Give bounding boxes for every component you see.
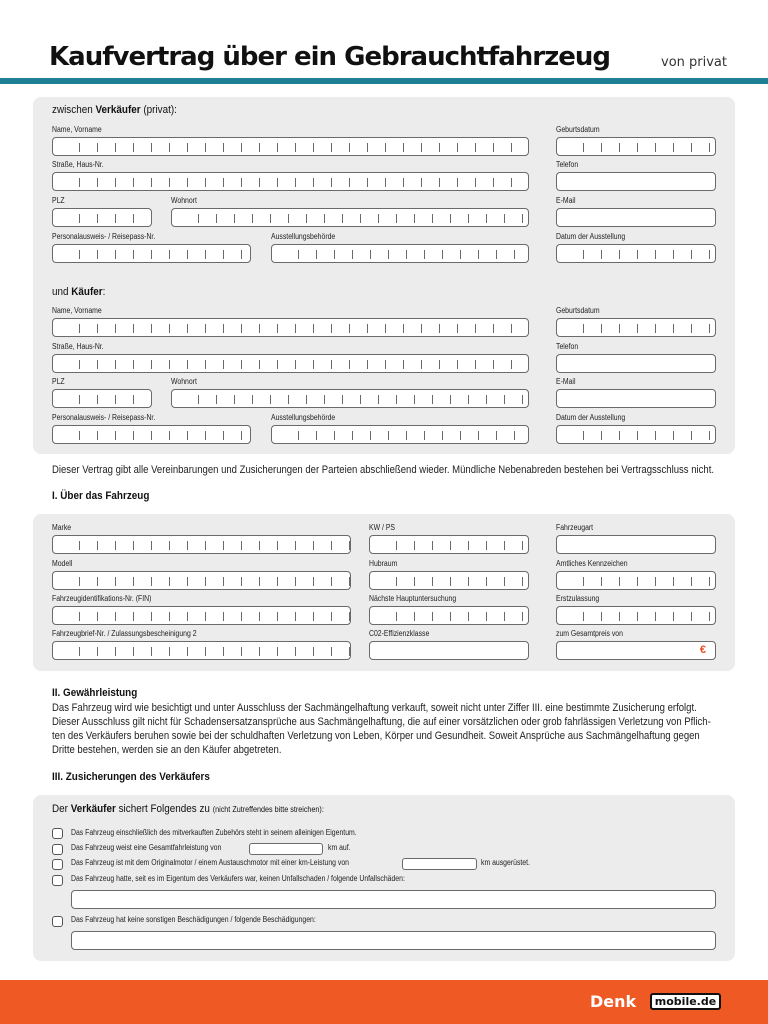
assurance-5-text: Das Fahrzeug hat keine sonstigen Beschädigungen / folgende Beschädigungen: — [71, 915, 316, 924]
vehicle-brand-field[interactable] — [52, 535, 351, 554]
assurances-intro-small: (nicht Zutreffendes bitte streichen): — [212, 805, 324, 814]
buyer-name-field[interactable] — [52, 318, 529, 337]
assurance-2-text-pre: Das Fahrzeug weist eine Gesamtfahrleistung von — [71, 843, 222, 852]
vehicle-price-field[interactable] — [556, 641, 716, 660]
other-damage-field[interactable] — [71, 931, 716, 950]
buyer-issuedate-label: Datum der Ausstellung — [556, 413, 626, 422]
assurance-3-text-post: km ausgerüstet. — [481, 858, 530, 867]
seller-email-field[interactable] — [556, 208, 716, 227]
buyer-heading-pre: und — [52, 286, 72, 298]
agreement-note: Dieser Vertrag gibt alle Vereinbarungen und Zusicherungen der Parteien abschließend wieder. Mündliche Nebenabreden bestehen bei Vertragsschluss nicht. — [52, 464, 715, 476]
vehicle-heading: I. Über das Fahrzeug — [52, 490, 150, 502]
accident-damage-field[interactable] — [71, 890, 716, 909]
buyer-email-label: E-Mail — [556, 377, 576, 386]
seller-authority-field[interactable] — [271, 244, 529, 263]
vehicle-plate-field[interactable] — [556, 571, 716, 590]
page-subtitle: von privat — [661, 55, 727, 70]
vehicle-vin-label: Fahrzeugidentifikations-Nr. (FIN) — [52, 594, 152, 603]
euro-symbol: € — [699, 644, 706, 656]
seller-city-field[interactable] — [171, 208, 529, 227]
seller-city-label: Wohnort — [171, 196, 197, 205]
seller-issuedate-field[interactable] — [556, 244, 716, 263]
assurance-1-text: Das Fahrzeug einschließlich des mitverkauften Zubehörs steht in seinem alleinigen Eigentum. — [71, 828, 357, 837]
vehicle-regdoc-field[interactable] — [52, 641, 351, 660]
vehicle-inspection-field[interactable] — [369, 606, 529, 625]
buyer-heading-post: : — [102, 286, 106, 298]
seller-heading — [52, 104, 177, 116]
seller-heading-pre: zwischen — [52, 104, 96, 116]
buyer-authority-label: Ausstellungsbehörde — [271, 413, 336, 422]
vehicle-model-field[interactable] — [52, 571, 351, 590]
seller-phone-field[interactable] — [556, 172, 716, 191]
seller-birthdate-label: Geburtsdatum — [556, 125, 600, 134]
assurance-3-checkbox[interactable] — [52, 859, 63, 870]
seller-street-field[interactable] — [52, 172, 529, 191]
seller-heading-post: (privat): — [140, 104, 177, 116]
buyer-city-label: Wohnort — [171, 377, 197, 386]
warranty-line: ten des Verkäufers beruhen sowie bei der schuldhaften Verletzung von Leben, Körper und Gesundheit. Soweit Ansprüche aus Sachmängelhaftung gegen — [52, 730, 700, 742]
page-title: Kaufvertrag über ein Gebrauchtfahrzeug — [49, 42, 611, 72]
assurance-2-text-post: km auf. — [328, 843, 351, 852]
vehicle-power-field[interactable] — [369, 535, 529, 554]
vehicle-firstreg-label: Erstzulassung — [556, 594, 600, 603]
seller-name-label: Name, Vorname — [52, 125, 102, 134]
assurance-4-text: Das Fahrzeug hatte, seit es im Eigentum des Verkäufers war, keinen Unfallschaden / folgende Unfallschäden: — [71, 874, 405, 883]
seller-phone-label: Telefon — [556, 160, 579, 169]
vehicle-displacement-label: Hubraum — [369, 559, 398, 568]
buyer-street-label: Straße, Haus-Nr. — [52, 342, 104, 351]
mileage-input[interactable] — [249, 843, 323, 855]
buyer-birthdate-label: Geburtsdatum — [556, 306, 600, 315]
vehicle-type-field[interactable] — [556, 535, 716, 554]
buyer-idcard-label: Personalausweis- / Reisepass-Nr. — [52, 413, 156, 422]
warranty-text — [52, 701, 711, 757]
seller-idcard-label: Personalausweis- / Reisepass-Nr. — [52, 232, 156, 241]
buyer-name-label: Name, Vorname — [52, 306, 102, 315]
buyer-idcard-field[interactable] — [52, 425, 251, 444]
warranty-line: Das Fahrzeug wird wie besichtigt und unter Ausschluss der Sachmängelhaftung verkauft, soweit nicht unter Ziffer III. eine bestimmte Zusicherung erfolgt. — [52, 702, 697, 714]
seller-zip-field[interactable] — [52, 208, 152, 227]
vehicle-model-label: Modell — [52, 559, 73, 568]
assurances-intro — [52, 803, 324, 815]
vehicle-regdoc-label: Fahrzeugbrief-Nr. / Zulassungsbescheinigung 2 — [52, 629, 197, 638]
seller-authority-label: Ausstellungsbehörde — [271, 232, 336, 241]
assurance-3-text-pre: Das Fahrzeug ist mit dem Originalmotor / einem Austauschmotor mit einer km-Leistung von — [71, 858, 349, 867]
buyer-heading — [52, 286, 105, 298]
footer-tagline: Denk — [590, 992, 637, 1011]
seller-issuedate-label: Datum der Ausstellung — [556, 232, 626, 241]
assurance-2-checkbox[interactable] — [52, 844, 63, 855]
buyer-zip-label: PLZ — [52, 377, 65, 386]
vehicle-power-label: KW / PS — [369, 523, 396, 532]
vehicle-brand-label: Marke — [52, 523, 72, 532]
vehicle-displacement-field[interactable] — [369, 571, 529, 590]
seller-street-label: Straße, Haus-Nr. — [52, 160, 104, 169]
assurance-4-checkbox[interactable] — [52, 875, 63, 886]
vehicle-price-label: zum Gesamtpreis von — [556, 629, 623, 638]
buyer-birthdate-field[interactable] — [556, 318, 716, 337]
buyer-authority-field[interactable] — [271, 425, 529, 444]
buyer-city-field[interactable] — [171, 389, 529, 408]
vehicle-firstreg-field[interactable] — [556, 606, 716, 625]
assurance-5-checkbox[interactable] — [52, 916, 63, 927]
vehicle-co2-label: C02-Effizienzklasse — [369, 629, 430, 638]
buyer-street-field[interactable] — [52, 354, 529, 373]
seller-email-label: E-Mail — [556, 196, 576, 205]
seller-heading-bold: Verkäufer — [95, 104, 141, 116]
assurances-intro-pre: Der — [52, 803, 71, 815]
engine-km-input[interactable] — [402, 858, 477, 870]
warranty-line: Dieser Ausschluss gilt nicht für Schadensersatzansprüche aus Sachmängelhaftung, die auf einer vorsätzlichen oder grob fahrlässigen Verletzung von Pflich- — [52, 716, 711, 728]
buyer-email-field[interactable] — [556, 389, 716, 408]
buyer-heading-bold: Käufer — [71, 286, 103, 298]
seller-zip-label: PLZ — [52, 196, 65, 205]
buyer-issuedate-field[interactable] — [556, 425, 716, 444]
warranty-heading: II. Gewährleistung — [52, 687, 138, 699]
assurances-heading: III. Zusicherungen des Verkäufers — [52, 771, 210, 783]
assurances-intro-mid: sichert Folgendes zu — [115, 803, 213, 815]
buyer-phone-field[interactable] — [556, 354, 716, 373]
assurances-intro-bold: Verkäufer — [70, 803, 116, 815]
vehicle-co2-field[interactable] — [369, 641, 529, 660]
warranty-line: Dritte bestehen, werden sie an den Käufer abgetreten. — [52, 744, 282, 756]
vehicle-plate-label: Amtliches Kennzeichen — [556, 559, 628, 568]
vehicle-type-label: Fahrzeugart — [556, 523, 594, 532]
buyer-phone-label: Telefon — [556, 342, 579, 351]
seller-birthdate-field[interactable] — [556, 137, 716, 156]
assurance-1-checkbox[interactable] — [52, 828, 63, 839]
seller-name-field[interactable] — [52, 137, 529, 156]
mobile-de-logo: mobile.de — [650, 993, 721, 1010]
header-rule — [0, 78, 768, 84]
buyer-zip-field[interactable] — [52, 389, 152, 408]
seller-idcard-field[interactable] — [52, 244, 251, 263]
vehicle-inspection-label: Nächste Hauptuntersuchung — [369, 594, 457, 603]
vehicle-vin-field[interactable] — [52, 606, 351, 625]
